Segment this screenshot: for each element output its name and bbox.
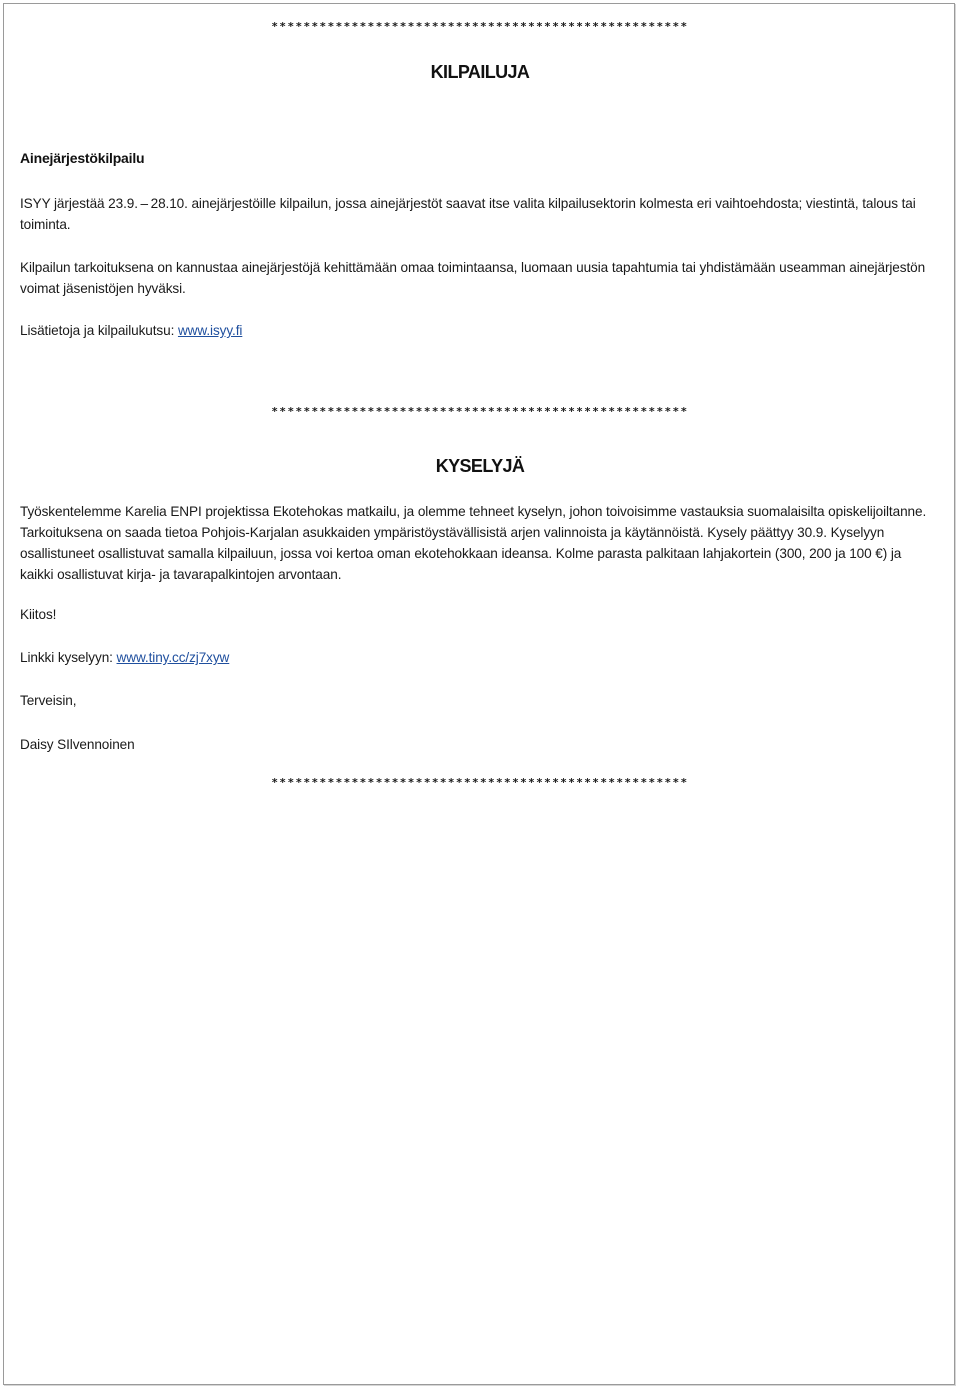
survey-link-line <box>20 647 935 668</box>
info-label: Lisätietoja ja kilpailukutsu: <box>20 323 178 338</box>
info-line <box>20 320 935 341</box>
paragraph-competition-purpose: Kilpailun tarkoituksena on kannustaa ainejärjestöjä kehittämään omaa toimintaansa, luomaan uusia tapahtumia tai yhdistämään useamman ainejärjestön voimat jäsenistöjen hyväksi. <box>20 260 926 296</box>
survey-link-label: Linkki kyselyyn: <box>20 650 117 665</box>
isyy-link[interactable]: www.isyy.fi <box>177 323 243 338</box>
separator-middle: **************************************************** <box>271 405 689 418</box>
section-heading-kyselyja: KYSELYJÄ <box>435 456 525 476</box>
separator-bottom: **************************************************** <box>271 776 689 789</box>
greeting-text: Terveisin, <box>20 693 77 708</box>
separator-top: **************************************************** <box>271 20 689 33</box>
paragraph-competition-intro: ISYY järjestää 23.9. – 28.10. ainejärjestöille kilpailun, jossa ainejärjestöt saavat itse valita kilpailusektorin kolmesta eri vaihtoehdosta; viestintä, talous tai toiminta. <box>20 196 916 232</box>
thanks-text: Kiitos! <box>20 607 57 622</box>
signature-text: Daisy SIlvennoinen <box>20 737 135 752</box>
subheading-ainejarjestokilpailu: Ainejärjestökilpailu <box>20 150 145 166</box>
paragraph-survey-body: Työskentelemme Karelia ENPI projektissa Ekotehokas matkailu, ja olemme tehneet kyselyn, johon toivoisimme vastauksia suomalaisilta opiskelijoiltanne. Tarkoituksena on saada tietoa Pohjois-Karjalan asukkaiden ympäristöystävällisistä arjen valinnoista ja käytännöistä. Kysely päättyy 30.9. Kyselyyn osallistuneet osallistuvat samalla kilpailuun, jossa voi kertoa oman ekotehokkaan ideansa. Kolme parasta palkitaan lahjakortein (300, 200 ja 100 €) ja kaikki osallistuvat kirja- ja tavarapalkintojen arvontaan. <box>20 504 927 582</box>
section-heading-kilpailuja: KILPAILUJA <box>430 62 530 82</box>
survey-link[interactable]: www.tiny.cc/zj7xyw <box>116 650 230 665</box>
